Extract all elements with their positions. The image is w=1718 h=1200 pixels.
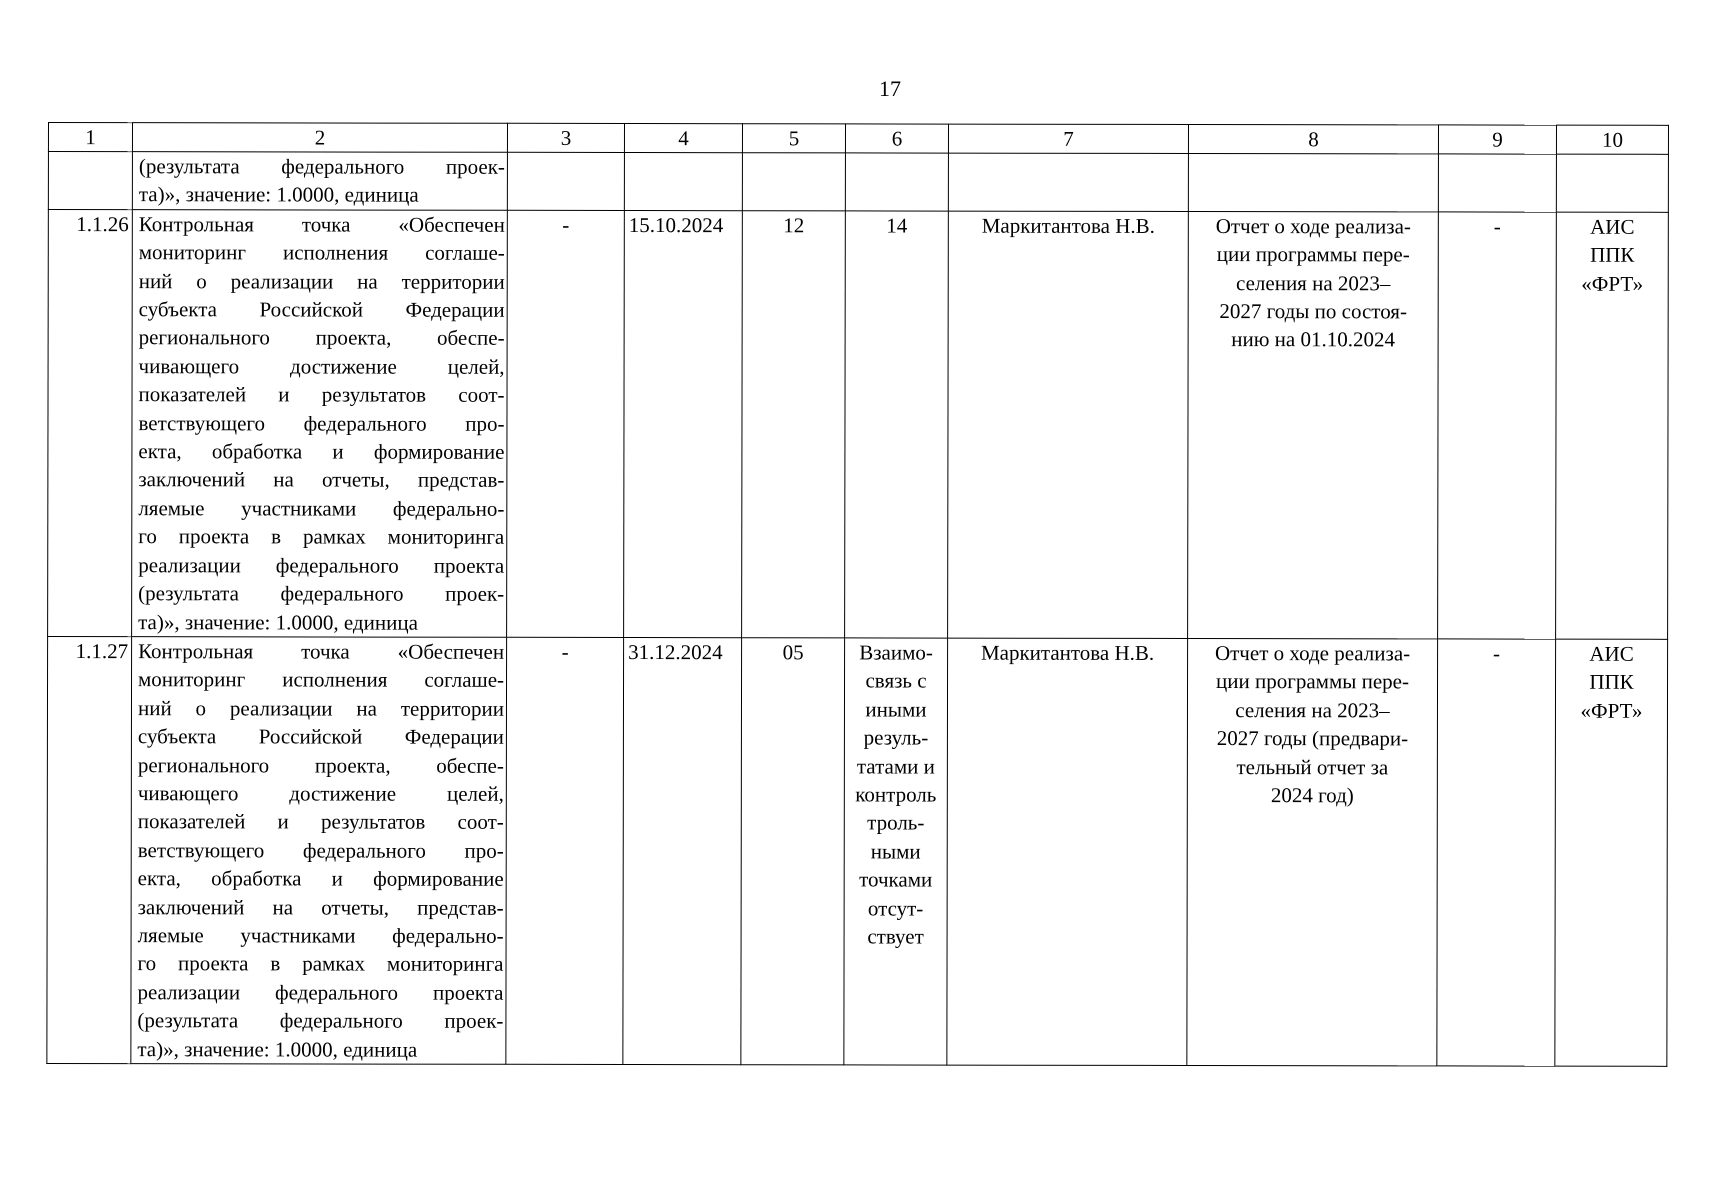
cell-description [131, 637, 507, 1065]
cell-responsible: Маркитантова Н.В. [948, 211, 1189, 639]
cell-line: ции программы пере- [1216, 669, 1410, 694]
description-line: мониторинг исполнения соглаше- [138, 240, 505, 266]
cell-line: 14 [886, 213, 908, 238]
cell-line: точками [859, 867, 933, 892]
cell-line: «ФРТ» [1580, 698, 1643, 723]
description-line: екта, обработка и формирование [138, 439, 505, 464]
description-line: регионального проекта, обеспе- [137, 752, 504, 778]
cell-line: ции программы пере- [1216, 242, 1410, 267]
description-line: го проекта в рамках мониторинга [138, 524, 505, 550]
description-line: (результата федерального проек- [138, 154, 505, 179]
cell-date: 31.12.2024 [623, 637, 742, 1064]
description-line: заключений на отчеты, представ- [137, 894, 504, 920]
cell-line: АИС [1590, 214, 1635, 239]
header-cell: 8 [1188, 124, 1438, 153]
description-line: ний о реализации на территории [138, 268, 505, 294]
description-line: показателей и результатов соот- [137, 809, 504, 835]
cell-empty [1188, 153, 1438, 211]
header-cell: 1 [48, 123, 132, 152]
description-line: чивающего достижение целей, [137, 781, 504, 806]
description-line: мониторинг исполнения соглаше- [138, 667, 505, 693]
cell-col3: - [507, 210, 625, 637]
description-line: ляемые участниками федерально- [137, 923, 504, 948]
cell-line: иными [865, 697, 927, 722]
cell-empty [1556, 154, 1668, 212]
cell-number: 1.1.27 [47, 636, 132, 1063]
cell-line: троль- [867, 810, 925, 835]
description-line: ний о реализации на территории [137, 695, 504, 721]
cell-line: селения на 2023– [1235, 270, 1391, 295]
page-number: 17 [879, 76, 901, 101]
description-line: та)», значение: 1.0000, единица [137, 1036, 418, 1062]
description-line: Контрольная точка «Обеспечен [138, 211, 505, 237]
description-line: ветствующего федерального про- [138, 410, 505, 436]
cell-empty [742, 153, 845, 211]
cell-line: ППК [1590, 242, 1635, 267]
description-line: та)», значение: 1.0000, единица [138, 609, 418, 635]
cell-col6 [844, 638, 948, 1065]
cell-number: 1.1.26 [48, 209, 133, 636]
cell-system [1556, 212, 1669, 639]
header-cell: 2 [132, 123, 507, 153]
description-line: ляемые участниками федерально- [138, 496, 505, 521]
description-line: показателей и результатов соот- [138, 382, 505, 408]
cell-col9: - [1437, 639, 1556, 1066]
cell-col5: 05 [741, 638, 845, 1065]
cell-line: татами и [856, 753, 935, 779]
cell-line: АИС [1589, 641, 1634, 666]
description-line: регионального проекта, обеспе- [138, 325, 505, 351]
continuation-row [48, 152, 1668, 213]
cell-line: контроль [855, 782, 937, 807]
cell-number [48, 152, 132, 210]
cell-empty [1438, 154, 1556, 212]
cell-line: резуль- [863, 725, 929, 750]
description-line: екта, обработка и формирование [137, 866, 504, 891]
header-cell: 9 [1438, 125, 1556, 154]
cell-col5: 12 [742, 211, 846, 638]
header-cell: 4 [624, 124, 742, 153]
cell-col3: - [506, 637, 624, 1064]
cell-document [1187, 638, 1438, 1066]
description-line: субъекта Российской Федерации [137, 724, 504, 749]
cell-line: ППК [1589, 670, 1634, 695]
cell-col6 [845, 211, 949, 638]
description-line: (результата федерального проек- [137, 1008, 504, 1033]
description-line: реализации федерального проекта [137, 979, 504, 1005]
description-line: чивающего достижение целей, [138, 354, 505, 379]
description-line: Контрольная точка «Обеспечен [138, 639, 505, 664]
description-line: (результата федерального проек- [138, 581, 505, 606]
header-cell: 5 [742, 124, 845, 153]
header-cell: 6 [845, 124, 948, 153]
cell-date: 15.10.2024 [624, 210, 743, 637]
table-header-row [48, 123, 1668, 155]
cell-line: Отчет о ходе реализа- [1215, 213, 1411, 239]
cell-system [1555, 639, 1668, 1066]
cell-line: нию на 01.10.2024 [1231, 327, 1396, 352]
table-row [47, 636, 1668, 1066]
table-row [48, 209, 1669, 639]
header-cell: 7 [948, 124, 1188, 153]
header-cell: 3 [507, 123, 624, 152]
description-line: заключений на отчеты, представ- [138, 467, 505, 493]
header-cell: 10 [1556, 125, 1668, 154]
cell-line: 2027 годы (предвари- [1216, 726, 1409, 751]
description-line: реализации федерального проекта [138, 552, 505, 578]
cell-line: отсут- [867, 895, 924, 921]
cell-empty [507, 152, 624, 210]
data-table [46, 122, 1669, 1067]
cell-description [132, 209, 508, 637]
cell-empty [948, 153, 1188, 211]
cell-line: ствует [867, 924, 924, 949]
cell-line: тельный отчет за [1236, 754, 1389, 779]
cell-line: 2027 годы по состоя- [1219, 299, 1407, 324]
cell-description [132, 152, 507, 210]
cell-empty [845, 153, 948, 211]
cell-line: 2024 год) [1270, 783, 1354, 808]
cell-line: связь с [865, 668, 927, 693]
cell-line: Отчет о ходе реализа- [1214, 640, 1411, 666]
cell-line: «ФРТ» [1581, 271, 1644, 296]
cell-responsible: Маркитантова Н.В. [947, 638, 1188, 1066]
cell-line: селения на 2023– [1235, 697, 1390, 723]
description-line: ветствующего федерального про- [137, 837, 504, 863]
cell-line: Взаимо- [859, 640, 933, 665]
cell-empty [624, 153, 742, 211]
cell-document [1188, 211, 1439, 639]
cell-line: ными [870, 839, 921, 864]
cell-col9: - [1438, 212, 1557, 639]
description-line: го проекта в рамках мониторинга [137, 951, 504, 977]
description-line: та)», значение: 1.0000, единица [138, 182, 419, 208]
description-line: субъекта Российской Федерации [138, 297, 505, 322]
